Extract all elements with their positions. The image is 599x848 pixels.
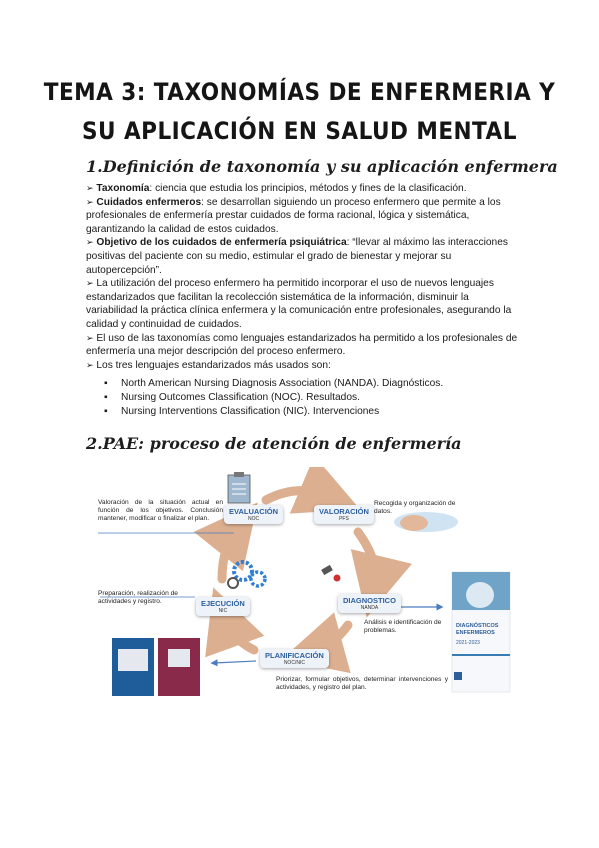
bullet-item (86, 359, 520, 373)
arrow-bullet-icon: ➢ (86, 196, 94, 207)
page-title-line-1: TEMA 3: TAXONOMÍAS DE ENFERMERIA Y (43, 78, 556, 106)
stage-tag: NIC (218, 608, 228, 614)
note-planificacion: Priorizar, formular objetivos, determinar intervenciones y actividades, y registro del plan. (276, 676, 448, 691)
sublist-item (104, 378, 443, 389)
bullet-text: : ciencia que estudia los principios, métodos y fines de la clasificación. (149, 183, 467, 194)
stage-tag: NOC (247, 516, 260, 522)
bullet-item (86, 332, 520, 359)
note-evaluacion: Valoración de la situación actual en función de los objetivos. Conclusión mantener, modificar o finalizar el plan. (98, 499, 223, 522)
pae-cycle-diagram (88, 467, 511, 698)
square-bullet-icon: ▪ (104, 392, 108, 403)
sublist-item (104, 406, 379, 417)
stage-name: DIAGNOSTICO (343, 596, 396, 605)
sublist-text: Nursing Interventions Classification (NIC). Intervenciones (121, 406, 380, 417)
noc-book-icon (158, 638, 200, 696)
sublist-text: Nursing Outcomes Classification (NOC). Resultados. (121, 392, 360, 403)
bullet-item (86, 196, 520, 237)
stage-tag: NANDA (360, 605, 379, 611)
bullet-item (86, 182, 520, 196)
stage-ejecucion (196, 597, 250, 616)
bullet-text: El uso de las taxonomías como lenguajes estandarizados ha permitido a los profesionales de enfermería una mejor descripción del proceso enfermero. (86, 332, 518, 358)
bullet-label: Taxonomía (96, 183, 150, 194)
nic-book-icon (112, 638, 154, 696)
stage-tag: NOC/NIC (283, 660, 305, 666)
bullet-item (86, 236, 520, 277)
stage-name: PLANIFICACIÓN (265, 651, 324, 660)
square-bullet-icon: ▪ (104, 406, 108, 417)
stage-name: EVALUACIÓN (229, 507, 279, 516)
stage-name: EJECUCIÓN (201, 599, 245, 608)
clipboard-icon (228, 472, 250, 503)
section-1-heading: 1.Definición de taxonomía y su aplicación enfermera (86, 157, 558, 176)
section-1-body (86, 182, 520, 372)
sublist-text: North American Nursing Diagnosis Association (NANDA). Diagnósticos. (121, 378, 444, 389)
bullet-text: La utilización del proceso enfermero ha permitido incorporar el uso de nuevos lenguajes estandarizados que facilitan la recolección sistemática de la información, disminuir la variabilidad la práctica clínica enfermera y la comunicación entre profesionales, asegurando la calidad y continuidad de cuidados. (86, 278, 512, 330)
stage-evaluacion (224, 505, 283, 524)
stage-tag: PFS (339, 516, 349, 522)
stage-diagnostico (338, 594, 401, 613)
page-title-line-2: SU APLICACIÓN EN SALUD MENTAL (82, 117, 517, 145)
section-2-heading: 2.PAE: proceso de atención de enfermería (86, 434, 462, 453)
note-diagnostico: Análisis e identificación de problemas. (364, 619, 442, 634)
arrow-bullet-icon: ➢ (86, 359, 94, 370)
stage-planificacion (260, 649, 329, 668)
bullet-text: : “llevar al máximo las interacciones positivas del paciente con su medio, estimular el grado de bienestar y mejorar su autopercepción”. (86, 237, 508, 276)
arrow-bullet-icon: ➢ (86, 332, 94, 343)
note-ejecucion: Preparación, realización de actividades y registro. (98, 590, 178, 605)
arrow-bullet-icon: ➢ (86, 237, 94, 248)
bullet-item (86, 277, 520, 331)
gears-icon (228, 562, 265, 588)
tools-icon (321, 565, 340, 582)
arrow-bullet-icon: ➢ (86, 278, 94, 289)
bullet-text: : se desarrollan siguiendo un proceso enfermero que permite a los profesionales de enfermería prestar cuidados de forma racional, lógica y sistemática, garantizando la calidad de estos cuidados. (86, 196, 501, 235)
arrow-bullet-icon: ➢ (86, 183, 94, 193)
bullet-label: Objetivo de los cuidados de enfermería psiquiátrica (96, 237, 347, 249)
square-bullet-icon: ▪ (104, 378, 108, 389)
bullet-text: Los tres lenguajes estandarizados más usados son: (96, 359, 331, 371)
bullet-label: Cuidados enfermeros (96, 196, 202, 208)
sublist-item (104, 392, 360, 403)
stage-name: VALORACIÓN (319, 507, 369, 516)
book-years: 2021-2023 (456, 640, 480, 646)
book-title: DIAGNÓSTICOS ENFERMEROS (456, 623, 499, 636)
note-valoracion: Recogida y organización de datos. (374, 500, 456, 515)
stage-valoracion (314, 505, 374, 524)
